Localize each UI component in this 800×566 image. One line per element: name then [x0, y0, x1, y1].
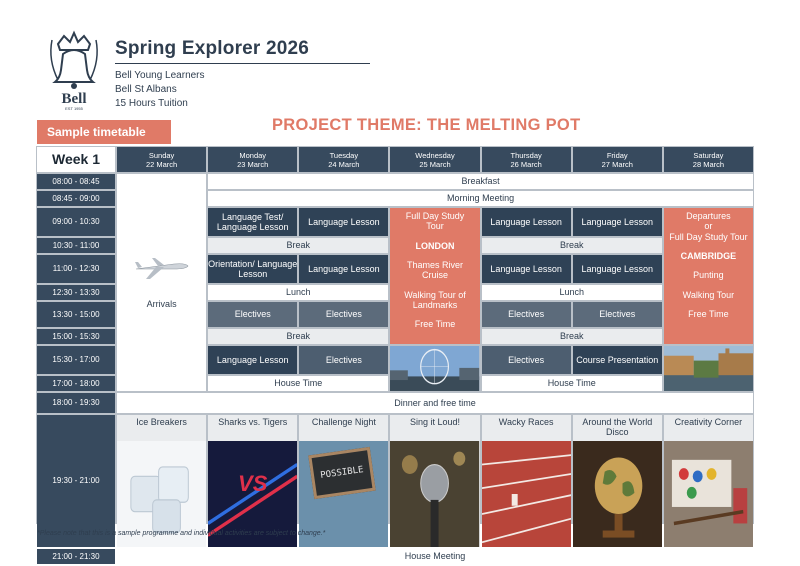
time-slot: 19:30 - 21:00	[37, 415, 115, 547]
language-lesson-cell: Language Lesson	[573, 255, 662, 283]
break-cell: Break	[482, 238, 662, 253]
electives-cell: Electives	[482, 302, 571, 327]
day-header	[573, 147, 662, 172]
free-time-label: Free Time	[688, 309, 729, 320]
day-name: Sunday	[148, 150, 175, 160]
bell-logo	[44, 30, 104, 110]
wednesday-london-tour	[390, 208, 479, 344]
language-lesson-cell: Language Lesson	[482, 255, 571, 283]
evening-creativity-corner	[664, 415, 753, 547]
time-slot: 11:00 - 12:30	[37, 255, 115, 283]
time-slot: 09:00 - 10:30	[37, 208, 115, 236]
house-time-cell: House Time	[208, 376, 388, 391]
day-name: Saturday	[693, 150, 724, 160]
arrivals-label: Arrivals	[146, 299, 177, 310]
tour-label: Full Day Study Tour	[405, 211, 465, 232]
time-slot: 08:45 - 09:00	[37, 191, 115, 206]
day-date: 27 March	[601, 159, 633, 169]
day-name: Thursday	[510, 150, 542, 160]
day-date: 23 March	[237, 159, 269, 169]
svg-text:EST 1955: EST 1955	[65, 106, 83, 110]
or-label: or	[704, 221, 713, 232]
day-date: 22 March	[145, 159, 178, 169]
day-header	[208, 147, 297, 172]
time-slot: 17:00 - 18:00	[37, 376, 115, 391]
activity-label: Around the World Disco	[582, 417, 653, 438]
evening-ice-breakers	[117, 415, 206, 547]
electives-cell: Electives	[573, 302, 662, 327]
language-lesson-cell: Language Lesson	[299, 255, 388, 283]
sunday-arrivals	[117, 174, 206, 391]
day-name: Wednesday	[415, 150, 455, 160]
day-name: Friday	[606, 150, 628, 160]
cambridge-photo	[664, 346, 753, 391]
activity-label: Challenge Night	[311, 417, 376, 427]
microphone-image	[390, 441, 479, 547]
week-label: Week 1	[37, 147, 115, 172]
time-slot: 08:00 - 08:45	[37, 174, 115, 189]
evening-sing-it-loud	[390, 415, 479, 547]
activity-label: Creativity Corner	[674, 417, 743, 427]
activity-label: Ice Breakers	[136, 417, 187, 427]
day-header	[299, 147, 388, 172]
time-slot: 13:30 - 15:00	[37, 302, 115, 327]
day-name: Tuesday	[329, 150, 359, 160]
svg-text:Bell: Bell	[61, 91, 87, 107]
airplane-icon	[134, 255, 190, 281]
tour-label: Full Day Study Tour	[669, 231, 748, 242]
footnote: *Please note that this is a sample programme and individual activities are subject to change.*	[37, 530, 326, 537]
saturday-cambridge-tour	[664, 208, 753, 344]
chalk-text: POSSIBLE	[320, 464, 365, 481]
time-slot: 15:30 - 17:00	[37, 346, 115, 374]
walking-tour-label: Walking Tour	[682, 289, 735, 300]
london-label: LONDON	[415, 240, 455, 251]
lunch-cell: Lunch	[208, 285, 388, 300]
cruise-label: Thames River Cruise	[406, 260, 463, 281]
lunch-cell: Lunch	[482, 285, 662, 300]
time-slot: 15:00 - 15:30	[37, 329, 115, 344]
title-divider	[115, 63, 370, 64]
electives-cell: Electives	[299, 346, 388, 374]
evening-sharks-vs-tigers	[208, 415, 297, 547]
language-test-cell: Language Test/ Language Lesson	[208, 208, 297, 236]
vs-text: VS	[238, 471, 268, 496]
globe-image	[573, 441, 662, 547]
day-header	[117, 147, 206, 172]
break-cell: Break	[208, 329, 388, 344]
evening-challenge-night	[299, 415, 388, 547]
tuition-line: 15 Hours Tuition	[115, 98, 188, 109]
time-slot: 21:00 - 21:30	[37, 549, 115, 564]
morning-meeting-cell: Morning Meeting	[208, 191, 753, 206]
day-date: 25 March	[419, 159, 451, 169]
day-header	[482, 147, 571, 172]
school-line: Bell Young Learners	[115, 70, 205, 81]
activity-label: Wacky Races	[498, 417, 554, 427]
time-slot: 10:30 - 11:00	[37, 238, 115, 253]
running-track-image	[482, 441, 571, 547]
project-theme-heading: PROJECT THEME: THE MELTING POT	[272, 116, 581, 134]
sample-timetable-badge: Sample timetable	[37, 120, 171, 144]
evening-around-the-world-disco	[573, 415, 662, 547]
evening-wacky-races	[482, 415, 571, 547]
walking-tour-label: Walking Tour of Landmarks	[404, 289, 466, 311]
time-slot: 18:00 - 19:30	[37, 393, 115, 413]
language-lesson-cell: Language Lesson	[208, 346, 297, 374]
page-title: Spring Explorer 2026	[115, 38, 310, 59]
electives-cell: Electives	[482, 346, 571, 374]
course-presentation-cell: Course Presentation	[573, 346, 662, 374]
day-header	[390, 147, 479, 172]
time-slot: 12:30 - 13:30	[37, 285, 115, 300]
language-lesson-cell: Language Lesson	[482, 208, 571, 236]
campus-line: Bell St Albans	[115, 84, 177, 95]
electives-cell: Electives	[208, 302, 297, 327]
departures-label: Departures	[686, 211, 731, 221]
day-date: 24 March	[328, 159, 360, 169]
activity-label: Sharks vs. Tigers	[218, 417, 288, 427]
break-cell: Break	[482, 329, 662, 344]
day-date: 26 March	[510, 159, 542, 169]
london-eye-photo	[390, 346, 479, 391]
breakfast-cell: Breakfast	[208, 174, 753, 189]
break-cell: Break	[208, 238, 388, 253]
house-meeting-cell: House Meeting	[117, 549, 753, 564]
activity-label: Sing it Loud!	[409, 417, 461, 427]
dinner-cell: Dinner and free time	[117, 393, 753, 413]
electives-cell: Electives	[299, 302, 388, 327]
punting-label: Punting	[693, 270, 724, 281]
house-time-cell: House Time	[482, 376, 662, 391]
day-name: Monday	[239, 150, 267, 160]
language-lesson-cell: Language Lesson	[573, 208, 662, 236]
orientation-cell: Orientation/ Language Lesson	[208, 255, 297, 283]
cambridge-label: CAMBRIDGE	[680, 251, 737, 262]
paint-palette-image	[664, 441, 753, 547]
language-lesson-cell: Language Lesson	[299, 208, 388, 236]
day-date: 28 March	[692, 159, 725, 169]
day-header	[664, 147, 753, 172]
free-time-label: Free Time	[414, 319, 456, 330]
